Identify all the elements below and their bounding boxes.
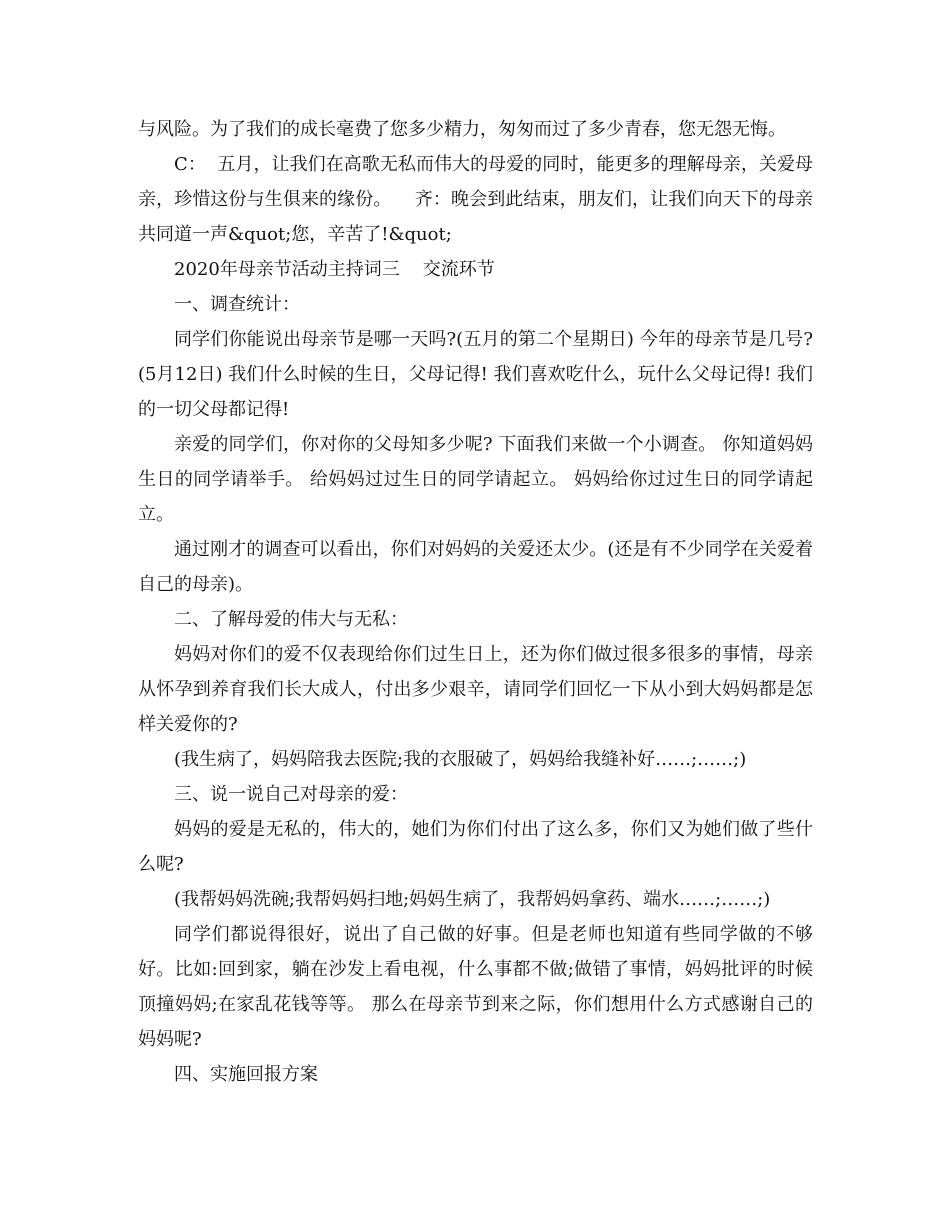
paragraph-7: (我生病了，妈妈陪我去医院;我的衣服破了，妈妈给我缝补好……;……;) bbox=[174, 749, 747, 770]
document-body bbox=[138, 112, 813, 1092]
paragraph-2: C： 五月，让我们在高歌无私而伟大的母爱的同时，能更多的理解母亲，关爱母亲，珍惜这份与生俱来的缘份。 齐：晚会到此结束，朋友们，让我们向天下的母亲共同道一声&quot;您，辛苦了!&quot; bbox=[138, 154, 813, 245]
section-heading-4: 四、实施回报方案 bbox=[174, 1064, 318, 1085]
paragraph-8: 妈妈的爱是无私的，伟大的，她们为你们付出了这么多，你们又为她们做了些什么呢? bbox=[138, 819, 813, 875]
section-heading-title: 2020年母亲节活动主持词三 交流环节 bbox=[174, 259, 495, 280]
paragraph-4: 亲爱的同学们，你对你的父母知多少呢? 下面我们来做一个小调查。 你知道妈妈生日的同学请举手。 给妈妈过过生日的同学请起立。 妈妈给你过过生日的同学请起立。 bbox=[138, 434, 813, 525]
paragraph-9: (我帮妈妈洗碗;我帮妈妈扫地;妈妈生病了，我帮妈妈拿药、端水……;……;) bbox=[174, 889, 771, 910]
section-heading-2: 二、了解母爱的伟大与无私： bbox=[174, 609, 408, 630]
section-heading-1: 一、调查统计： bbox=[174, 294, 300, 315]
paragraph-6: 妈妈对你们的爱不仅表现给你们过生日上，还为你们做过很多很多的事情，母亲从怀孕到养育我们长大成人，付出多少艰辛，请同学们回忆一下从小到大妈妈都是怎样关爱你的? bbox=[138, 644, 813, 735]
paragraph-3: 同学们你能说出母亲节是哪一天吗?(五月的第二个星期日) 今年的母亲节是几号?(5月12日) 我们什么时候的生日，父母记得! 我们喜欢吃什么，玩什么父母记得! 我们的一切父母都记得! bbox=[138, 329, 813, 420]
paragraph-10: 同学们都说得很好，说出了自己做的好事。但是老师也知道有些同学做的不够好。比如:回到家，躺在沙发上看电视，什么事都不做;做错了事情，妈妈批评的时候顶撞妈妈;在家乱花钱等等。 那么在母亲节到来之际，你们想用什么方式感谢自己的妈妈呢? bbox=[138, 924, 813, 1050]
paragraph-1: 与风险。为了我们的成长毫费了您多少精力，匆匆而过了多少青春，您无怨无悔。 bbox=[138, 119, 786, 140]
paragraph-5: 通过刚才的调查可以看出，你们对妈妈的关爱还太少。(还是有不少同学在关爱着自己的母亲)。 bbox=[138, 539, 813, 595]
section-heading-3: 三、说一说自己对母亲的爱： bbox=[174, 784, 408, 805]
